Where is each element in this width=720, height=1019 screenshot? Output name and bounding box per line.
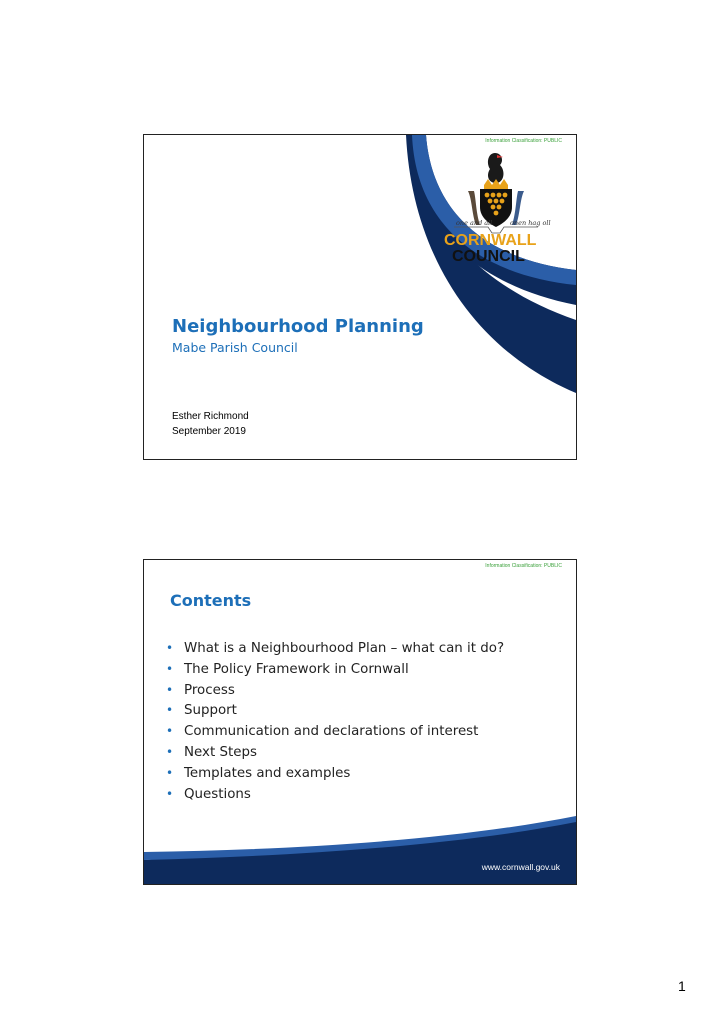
author-name: Esther Richmond	[172, 411, 249, 422]
bullet-icon: •	[166, 724, 174, 739]
list-item: • Templates and examples	[166, 763, 504, 784]
motto-right: onen hag oll	[510, 219, 551, 227]
bullet-icon: •	[166, 703, 174, 718]
bullet-icon: •	[166, 661, 174, 676]
list-item: • What is a Neighbourhood Plan – what can it do?	[166, 638, 504, 659]
slide-title: Neighbourhood Planning	[172, 316, 424, 337]
logo-name-line2: COUNCIL	[452, 248, 525, 261]
website-link[interactable]: www.cornwall.gov.uk	[481, 862, 560, 872]
list-item: • Questions	[166, 784, 504, 805]
footer-wave-graphic	[144, 560, 576, 884]
bullet-icon: •	[166, 744, 174, 759]
motto-left: one and all	[456, 219, 493, 227]
bullet-icon: •	[166, 765, 174, 780]
presentation-date: September 2019	[172, 426, 246, 437]
list-item: • Next Steps	[166, 742, 504, 763]
list-item: • Process	[166, 680, 504, 701]
list-item: • The Policy Framework in Cornwall	[166, 659, 504, 680]
list-item: • Communication and declarations of interest	[166, 721, 504, 742]
logo-name-line1: CORNWALL	[444, 232, 537, 249]
cornwall-council-logo	[440, 149, 560, 261]
contents-slide	[143, 559, 577, 885]
title-slide	[143, 134, 577, 460]
page-number: 1	[678, 978, 686, 994]
slide-subtitle: Mabe Parish Council	[172, 340, 298, 355]
slide-title: Contents	[170, 591, 252, 610]
bullet-icon: •	[166, 641, 174, 655]
classification-label: Information Classification: PUBLIC	[485, 563, 562, 569]
bullet-icon: •	[166, 786, 174, 801]
list-item: • Support	[166, 700, 504, 721]
bullet-icon: •	[166, 682, 174, 697]
classification-label: Information Classification: PUBLIC	[485, 138, 562, 144]
